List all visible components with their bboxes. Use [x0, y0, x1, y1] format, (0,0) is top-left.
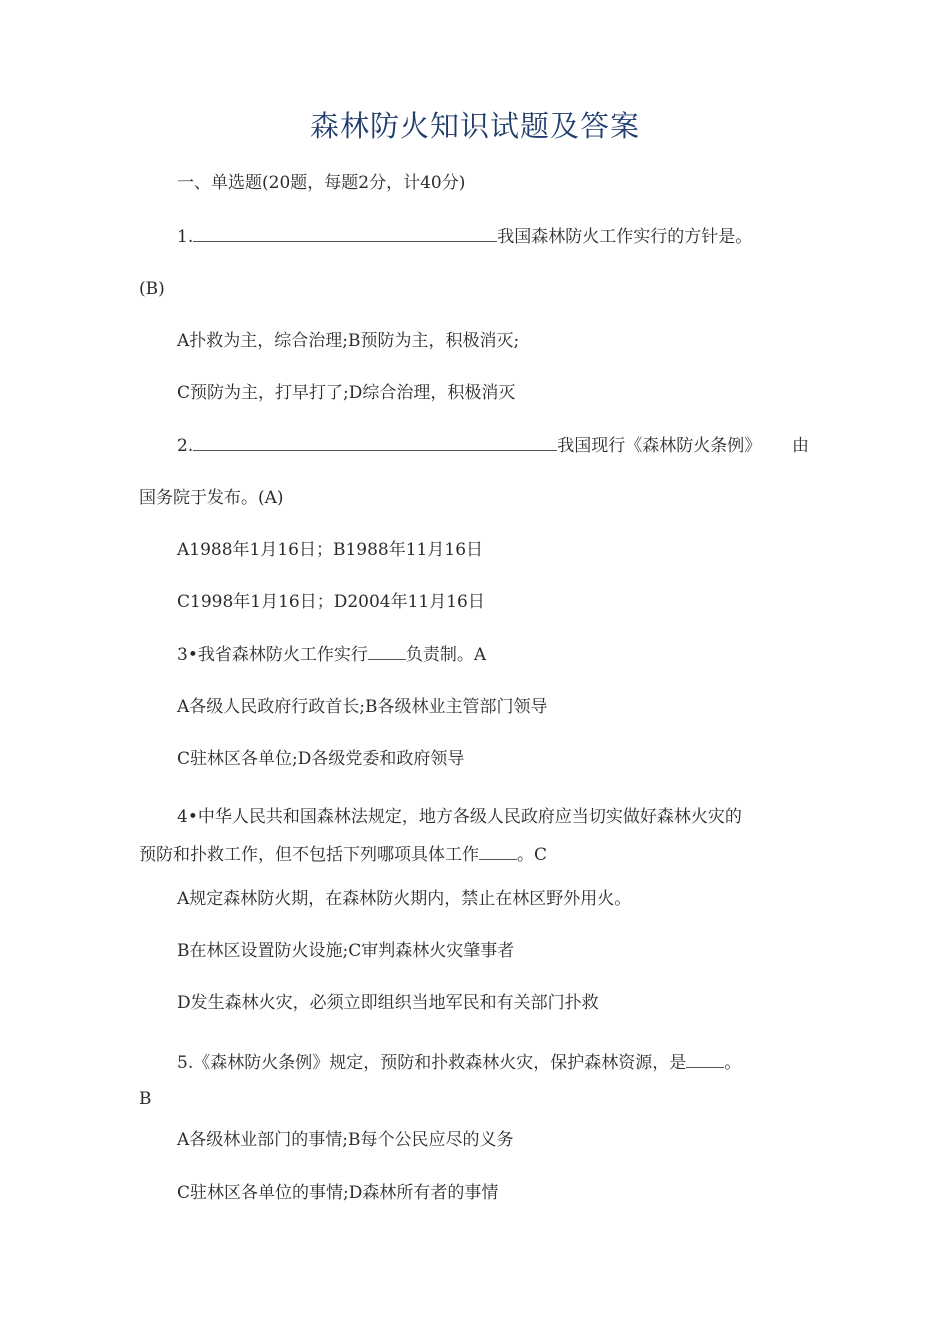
question-5-options-ab: A各级林业部门的事情;B每个公民应尽的义务	[177, 1130, 514, 1150]
question-number: 2.	[177, 436, 194, 456]
question-3	[177, 643, 486, 667]
question-4-option-a: A规定森林防火期，在森林防火期内，禁止在林区野外用火。	[177, 889, 632, 909]
question-text-end: 。C	[517, 845, 548, 865]
question-4-line-2	[139, 843, 547, 867]
question-text-end: 由	[792, 436, 809, 456]
question-text: 5.《森林防火条例》规定，预防和扑救森林火灾，保护森林资源，是	[177, 1053, 687, 1073]
question-2-options-cd: C1998年1月16日；D2004年11月16日	[177, 592, 485, 612]
question-3-options-ab: A各级人民政府行政首长;B各级林业主管部门领导	[177, 697, 548, 717]
question-1-answer: (B)	[139, 279, 165, 299]
question-4-option-d: D发生森林火灾，必须立即组织当地军民和有关部门扑救	[177, 993, 599, 1013]
section-heading: 一、单选题(20题，每题2分，计40分)	[177, 173, 466, 193]
question-5-options-cd: C驻林区各单位的事情;D森林所有者的事情	[177, 1183, 499, 1203]
answer-blank	[479, 845, 517, 860]
answer-blank	[368, 645, 406, 660]
answer-blank	[193, 434, 557, 451]
page-title: 森林防火知识试题及答案	[309, 109, 640, 143]
question-5	[177, 1051, 741, 1075]
question-text-end: 。	[724, 1053, 742, 1073]
question-1-options-cd: C预防为主，打早打了;D综合治理，积极消灭	[177, 383, 516, 403]
question-text-end: 负责制。A	[405, 645, 487, 665]
answer-blank	[193, 225, 497, 242]
question-text: 3•我省森林防火工作实行	[177, 645, 368, 665]
question-4-line-1: 4•中华人民共和国森林法规定，地方各级人民政府应当切实做好森林火灾的	[177, 807, 742, 827]
question-4-options-bc: B在林区设置防火设施;C审判森林火灾肇事者	[177, 941, 515, 961]
question-text: 我国现行《森林防火条例》	[557, 436, 762, 456]
question-text: 我国森林防火工作实行的方针是。	[497, 227, 753, 247]
question-2	[177, 434, 809, 458]
answer-blank	[686, 1053, 724, 1068]
question-5-answer: B	[139, 1089, 152, 1109]
question-3-options-cd: C驻林区各单位;D各级党委和政府领导	[177, 749, 465, 769]
question-1-options-ab: A扑救为主，综合治理;B预防为主，积极消灭;	[177, 331, 520, 351]
question-2-continued: 国务院于发布。(A)	[139, 488, 284, 508]
question-text: 预防和扑救工作，但不包括下列哪项具体工作	[139, 845, 479, 865]
question-1	[177, 225, 752, 249]
question-number: 1.	[177, 227, 194, 247]
question-2-options-ab: A1988年1月16日；B1988年11月16日	[177, 540, 484, 560]
